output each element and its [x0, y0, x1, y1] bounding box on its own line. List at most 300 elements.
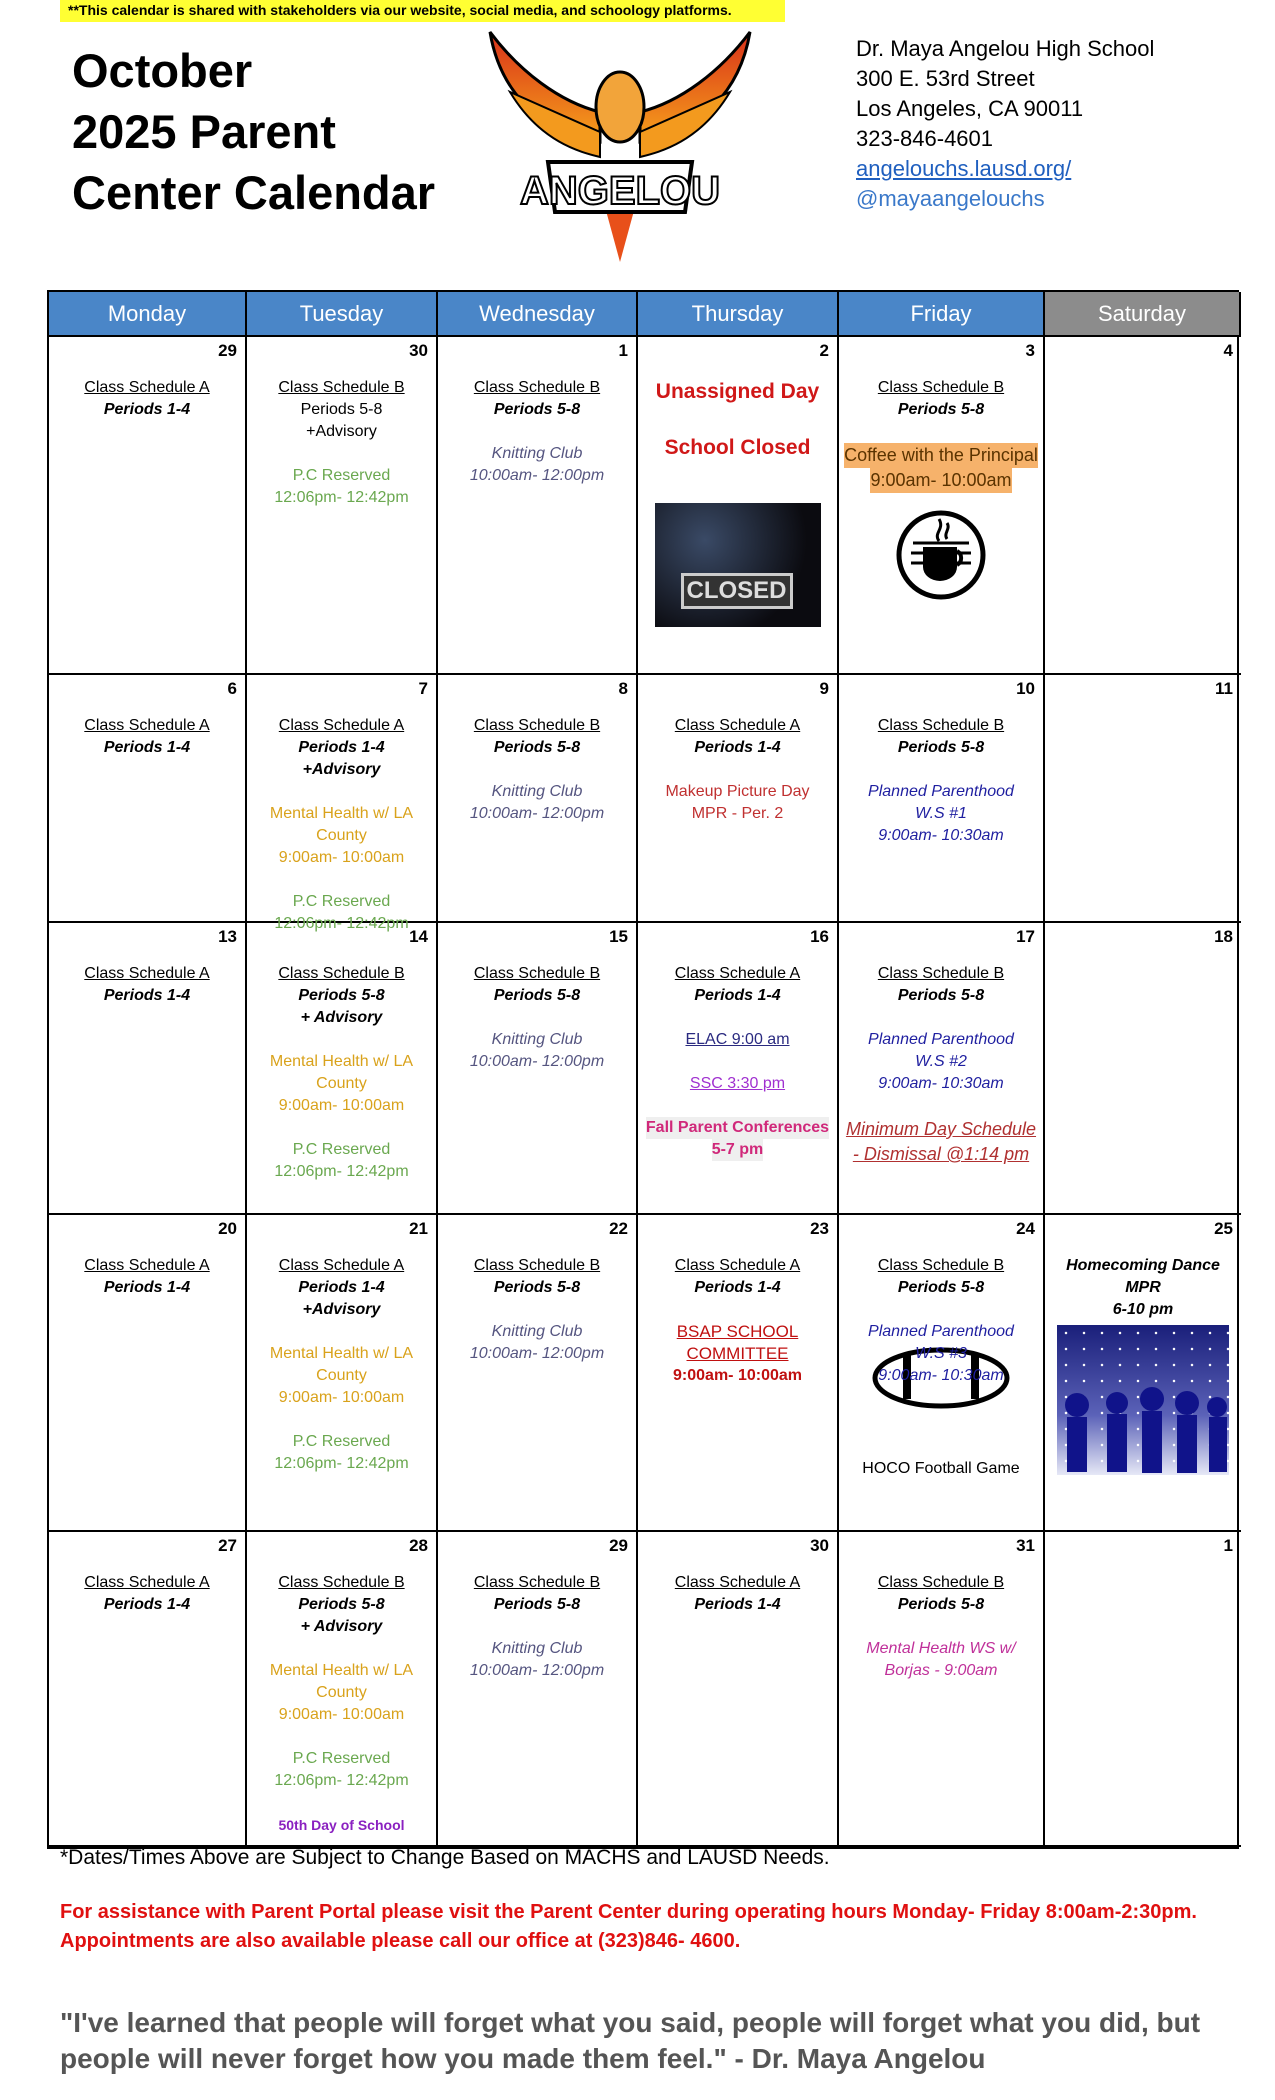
calendar-event — [642, 1117, 833, 1139]
day-cell — [247, 1532, 438, 1847]
maya-angelou-quote: "I've learned that people will forget what you said, people will forget what you did, but people will never forget how you made them feel." - Dr. Maya Angelou — [60, 2007, 1201, 2074]
event-text-ssc: SSC 3:30 pm — [689, 1075, 786, 1092]
event-text-schedule: Class Schedule B — [278, 1574, 405, 1591]
event-text-period: Periods 5-8 — [897, 739, 985, 756]
calendar-event — [642, 1321, 833, 1365]
calendar-event — [1049, 1255, 1237, 1277]
weekday-header-tuesday: Tuesday — [247, 292, 438, 337]
day-number: 28 — [409, 1536, 428, 1555]
calendar-event — [442, 1343, 632, 1365]
calendar-event — [53, 737, 241, 759]
calendar-event — [642, 781, 833, 803]
day-cell — [49, 337, 247, 675]
calendar-event — [442, 465, 632, 487]
event-text-elac: ELAC 9:00 am — [685, 1031, 790, 1048]
event-text-period: +Advisory — [302, 761, 381, 778]
calendar-event — [442, 1572, 632, 1594]
calendar-event — [442, 1638, 632, 1660]
day-number: 29 — [218, 341, 237, 360]
event-text-period: Periods 5-8 — [298, 1596, 385, 1613]
event-text-mh: Mental Health w/ LA County — [269, 1053, 414, 1092]
day-number: 21 — [409, 1219, 428, 1238]
calendar-event — [1049, 1277, 1237, 1299]
event-text-knit: 10:00am- 12:00pm — [469, 1662, 605, 1679]
weekday-header-thursday: Thursday — [638, 292, 839, 337]
calendar-event — [843, 1365, 1039, 1387]
calendar-event — [251, 963, 432, 985]
day-cell — [247, 1215, 438, 1532]
event-text-schedule: Class Schedule A — [84, 1257, 210, 1274]
day-cell — [839, 337, 1045, 675]
event-text-period: +Advisory — [302, 1301, 381, 1318]
event-text-coffee: Coffee with the Principal — [844, 443, 1038, 468]
event-text-minday: Minimum Day Schedule - Dismissal @1:14 pm — [845, 1119, 1037, 1164]
calendar-event — [251, 715, 432, 737]
day-number: 14 — [409, 927, 428, 946]
day-cell — [638, 337, 839, 675]
day-number: 10 — [1016, 679, 1035, 698]
calendar-event — [442, 1660, 632, 1682]
event-text-pp: Planned Parenthood — [868, 783, 1014, 800]
day-number: 22 — [609, 1219, 628, 1238]
day-cell — [839, 1532, 1045, 1847]
parent-portal-assistance: For assistance with Parent Portal please visit the Parent Center during operating hours Monday- Friday 8:00am-2:30pm. Appointments are also available please call our office at (323)846- 4600. — [60, 1901, 1197, 1952]
calendar-event — [642, 1365, 833, 1387]
calendar-event — [843, 377, 1039, 399]
page-title — [72, 40, 472, 223]
title-line: 2025 Parent — [72, 105, 336, 158]
event-text-hoco: HOCO Football Game — [862, 1460, 1020, 1477]
calendar-event — [251, 377, 432, 399]
event-text-pc: P.C Reserved — [292, 467, 391, 484]
weekday-header-friday: Friday — [839, 292, 1045, 337]
event-text-schedule: Class Schedule A — [674, 1257, 801, 1274]
event-text-mh: 9:00am- 10:00am — [278, 849, 405, 866]
event-text-knit: Knitting Club — [491, 783, 583, 800]
day-cell — [839, 923, 1045, 1215]
event-text-period: Periods 5-8 — [897, 1279, 985, 1296]
calendar-event — [442, 781, 632, 803]
event-text-schedule: Class Schedule B — [473, 379, 601, 396]
day-number: 11 — [1215, 679, 1233, 698]
day-cell — [247, 675, 438, 932]
event-text-period: Periods 1-4 — [103, 1279, 191, 1296]
event-text-fall: Fall Parent Conferences — [646, 1117, 829, 1139]
event-text-pp: W.S #3 — [915, 1345, 967, 1362]
closed-sign-image — [655, 503, 821, 627]
calendar-event — [442, 1051, 632, 1073]
calendar-event — [843, 1029, 1039, 1051]
event-text-period: Periods 1-4 — [298, 1279, 385, 1296]
calendar-event — [251, 1704, 432, 1726]
calendar-event — [843, 1073, 1039, 1095]
event-text-pc: P.C Reserved — [292, 893, 391, 910]
event-text-schedule: Class Schedule B — [877, 1574, 1005, 1591]
event-text-schedule: Class Schedule A — [84, 965, 210, 982]
day-number: 6 — [227, 679, 237, 698]
calendar-event — [642, 1029, 833, 1051]
event-text-knit: Knitting Club — [491, 1031, 583, 1048]
calendar-event — [843, 1117, 1039, 1167]
event-text-pc: 12:06pm- 12:42pm — [274, 915, 409, 932]
calendar-event — [251, 421, 432, 443]
event-text-schedule: Class Schedule A — [84, 1574, 210, 1591]
calendar-event — [53, 985, 241, 1007]
calendar-event — [642, 803, 833, 825]
calendar-event — [251, 985, 432, 1007]
event-text-pc: 12:06pm- 12:42pm — [274, 1772, 409, 1789]
calendar-event — [843, 1572, 1039, 1594]
event-text-knit: 10:00am- 12:00pm — [469, 467, 605, 484]
event-text-coffee: 9:00am- 10:00am — [870, 468, 1011, 493]
event-text-fall: 5-7 pm — [712, 1139, 764, 1161]
calendar-event — [642, 1073, 833, 1095]
day-number: 20 — [218, 1219, 237, 1238]
event-text-plain: Periods 5-8 — [300, 401, 383, 418]
calendar-event — [442, 1321, 632, 1343]
day-number: 16 — [810, 927, 829, 946]
day-number: 2 — [819, 341, 829, 360]
event-text-schedule: Class Schedule A — [674, 717, 801, 734]
event-text-period: Periods 1-4 — [694, 1279, 781, 1296]
calendar-event — [843, 1255, 1039, 1277]
calendar-event — [251, 399, 432, 421]
weekday-header-monday: Monday — [49, 292, 247, 337]
coffee-cup-icon — [843, 503, 1039, 604]
day-number: 18 — [1214, 927, 1233, 946]
day-cell — [1045, 675, 1241, 923]
calendar-event — [442, 399, 632, 421]
disclaimer-note: *Dates/Times Above are Subject to Change Based on MACHS and LAUSD Needs. — [60, 1846, 830, 1869]
closed-sign-text: CLOSED — [681, 573, 793, 609]
calendar-event — [53, 715, 241, 737]
calendar-event — [251, 737, 432, 759]
event-text-schedule: Class Schedule B — [473, 717, 601, 734]
calendar-event — [251, 803, 432, 847]
event-text-knit: Knitting Club — [491, 445, 583, 462]
calendar-event — [642, 1139, 833, 1161]
calendar-event — [442, 803, 632, 825]
event-text-knit: Knitting Club — [491, 1640, 583, 1657]
day-number: 30 — [810, 1536, 829, 1555]
calendar-event — [843, 963, 1039, 985]
angelou-phoenix-logo — [480, 32, 760, 262]
event-text-knit: Knitting Club — [491, 1323, 583, 1340]
calendar-event — [642, 1255, 833, 1277]
calendar-event — [251, 1616, 432, 1638]
event-text-pp: Planned Parenthood — [868, 1323, 1014, 1340]
day-number: 1 — [618, 341, 628, 360]
event-text-pc: 12:06pm- 12:42pm — [274, 489, 409, 506]
day-cell — [247, 337, 438, 675]
calendar-event — [843, 1051, 1039, 1073]
event-text-schedule: Class Schedule B — [278, 965, 405, 982]
day-cell — [1045, 1532, 1241, 1847]
day-number: 8 — [618, 679, 628, 698]
calendar-event — [1049, 1299, 1237, 1321]
event-text-knit: 10:00am- 12:00pm — [469, 1345, 605, 1362]
calendar-event — [251, 1770, 432, 1792]
event-text-pp: 9:00am- 10:30am — [878, 1075, 1004, 1092]
event-text-period: Periods 1-4 — [103, 1596, 191, 1613]
calendar-event — [642, 1572, 833, 1594]
day-number: 30 — [409, 341, 428, 360]
day-cell — [438, 337, 638, 675]
event-text-period: Periods 5-8 — [897, 987, 985, 1004]
day-cell — [438, 923, 638, 1215]
calendar-event — [843, 803, 1039, 825]
event-text-pc: P.C Reserved — [292, 1750, 391, 1767]
calendar-event — [53, 377, 241, 399]
calendar-event — [843, 443, 1039, 468]
title-line: Center Calendar — [72, 166, 436, 219]
calendar-event — [442, 1255, 632, 1277]
event-text-schedule: Class Schedule B — [473, 1574, 601, 1591]
website-link[interactable]: angelouchs.lausd.org/ — [856, 156, 1072, 181]
event-text-period: Periods 1-4 — [103, 739, 191, 756]
calendar-event — [442, 737, 632, 759]
calendar-event — [251, 1814, 432, 1836]
day-cell — [638, 675, 839, 923]
event-text-mh: 9:00am- 10:00am — [278, 1097, 405, 1114]
calendar-event — [53, 1572, 241, 1594]
calendar-event — [442, 715, 632, 737]
event-text-pp: Planned Parenthood — [868, 1031, 1014, 1048]
calendar-event — [843, 1343, 1039, 1365]
event-text-schedule: Class Schedule A — [84, 717, 210, 734]
event-text-mh: Mental Health w/ LA County — [269, 1345, 414, 1384]
calendar-event — [843, 985, 1039, 1007]
calendar-event — [843, 1594, 1039, 1616]
event-text-period: Periods 5-8 — [493, 739, 581, 756]
event-text-period: Periods 5-8 — [298, 987, 385, 1004]
event-text-closed: School Closed — [664, 436, 811, 459]
calendar-event — [642, 737, 833, 759]
calendar-event — [251, 465, 432, 487]
day-cell — [49, 675, 247, 923]
weekday-header-wednesday: Wednesday — [438, 292, 638, 337]
event-text-pp: 9:00am- 10:30am — [878, 827, 1004, 844]
day-cell — [438, 1532, 638, 1847]
event-text-fifty: 50th Day of School — [278, 1817, 405, 1833]
day-number: 23 — [810, 1219, 829, 1238]
calendar-event — [251, 1594, 432, 1616]
event-text-mh: Mental Health w/ LA County — [269, 1662, 414, 1701]
calendar-event — [53, 1594, 241, 1616]
calendar-event — [251, 891, 432, 913]
event-text-pic: MPR - Per. 2 — [691, 805, 784, 822]
calendar-event — [251, 1748, 432, 1770]
event-text-pc: P.C Reserved — [292, 1433, 391, 1450]
calendar-event — [251, 1277, 432, 1299]
calendar-event — [442, 1594, 632, 1616]
calendar-event — [642, 985, 833, 1007]
day-cell — [839, 1215, 1045, 1532]
calendar-event — [642, 433, 833, 463]
day-number: 15 — [609, 927, 628, 946]
calendar-event — [442, 985, 632, 1007]
day-cell — [438, 675, 638, 923]
calendar-event — [251, 1453, 432, 1475]
calendar-grid — [47, 290, 1239, 1849]
calendar-event — [251, 1343, 432, 1387]
event-text-closed: Unassigned Day — [655, 380, 820, 403]
calendar-event — [251, 1431, 432, 1453]
day-number: 4 — [1223, 341, 1233, 360]
calendar-event — [251, 1095, 432, 1117]
calendar-event — [442, 963, 632, 985]
homecoming-dancers-image — [1057, 1325, 1229, 1475]
day-cell — [438, 1215, 638, 1532]
day-cell — [1045, 1215, 1241, 1532]
event-text-period: + Advisory — [300, 1009, 383, 1026]
calendar-event — [642, 963, 833, 985]
event-text-period: Periods 5-8 — [493, 1279, 581, 1296]
calendar-event — [442, 443, 632, 465]
day-cell — [638, 1532, 839, 1847]
event-text-knit: 10:00am- 12:00pm — [469, 805, 605, 822]
event-text-dance: Homecoming Dance — [1066, 1257, 1220, 1274]
calendar-event — [843, 1638, 1039, 1682]
day-number: 9 — [819, 679, 829, 698]
calendar-event — [251, 1387, 432, 1409]
calendar-event — [53, 1255, 241, 1277]
event-text-period: Periods 5-8 — [493, 987, 581, 1004]
day-number: 13 — [218, 927, 237, 946]
calendar-event — [251, 1572, 432, 1594]
event-text-schedule: Class Schedule A — [674, 965, 801, 982]
calendar-event — [53, 399, 241, 421]
calendar-event — [442, 1277, 632, 1299]
calendar-event — [251, 1161, 432, 1183]
calendar-event — [843, 781, 1039, 803]
share-notice-banner: **This calendar is shared with stakeholders via our website, social media, and schoology platforms. — [60, 0, 785, 22]
calendar-event — [843, 1277, 1039, 1299]
calendar-event — [251, 1299, 432, 1321]
day-cell — [49, 1532, 247, 1847]
event-text-schedule: Class Schedule A — [278, 1257, 405, 1274]
event-text-period: Periods 1-4 — [694, 739, 781, 756]
event-text-schedule: Class Schedule B — [473, 1257, 601, 1274]
social-handle: @mayaangelouchs — [856, 186, 1045, 211]
event-text-period: Periods 5-8 — [493, 1596, 581, 1613]
event-text-schedule: Class Schedule B — [877, 965, 1005, 982]
calendar-event — [843, 468, 1039, 493]
school-phone: 323-846-4601 — [856, 126, 994, 151]
calendar-event — [251, 1255, 432, 1277]
event-text-dance: MPR — [1125, 1279, 1161, 1296]
calendar-event — [53, 1277, 241, 1299]
event-text-period: Periods 1-4 — [298, 739, 385, 756]
calendar-event — [843, 1321, 1039, 1343]
calendar-event — [843, 399, 1039, 421]
school-city: Los Angeles, CA 90011 — [856, 96, 1084, 121]
calendar-event — [642, 377, 833, 407]
event-text-bsap: BSAP SCHOOL COMMITTEE — [676, 1322, 799, 1363]
calendar-event — [442, 377, 632, 399]
day-cell — [1045, 923, 1241, 1215]
weekday-header-saturday: Saturday — [1045, 292, 1241, 337]
day-cell — [247, 923, 438, 1215]
event-text-pp: W.S #2 — [915, 1053, 967, 1070]
event-text-mh: 9:00am- 10:00am — [278, 1706, 405, 1723]
day-cell — [49, 923, 247, 1215]
event-text-mh: Mental Health w/ LA County — [269, 805, 414, 844]
event-text-pc: 12:06pm- 12:42pm — [274, 1455, 409, 1472]
day-cell — [1045, 337, 1241, 675]
event-text-schedule: Class Schedule B — [278, 379, 405, 396]
calendar-event — [251, 847, 432, 869]
event-text-period: Periods 1-4 — [103, 401, 191, 418]
calendar-event — [53, 963, 241, 985]
school-name: Dr. Maya Angelou High School — [856, 36, 1155, 61]
calendar-event — [843, 715, 1039, 737]
event-text-schedule: Class Schedule B — [877, 1257, 1005, 1274]
day-number: 31 — [1016, 1536, 1035, 1555]
day-number: 7 — [418, 679, 428, 698]
calendar-event — [251, 487, 432, 509]
calendar-event — [251, 759, 432, 781]
event-text-dance: 6-10 pm — [1112, 1301, 1174, 1318]
event-text-knit: 10:00am- 12:00pm — [469, 1053, 605, 1070]
event-text-mh: 9:00am- 10:00am — [278, 1389, 405, 1406]
event-text-period: + Advisory — [300, 1618, 383, 1635]
calendar-event — [642, 715, 833, 737]
logo-text: ANGELOU — [520, 169, 720, 213]
day-number: 17 — [1016, 927, 1035, 946]
event-text-pic: Makeup Picture Day — [665, 783, 810, 800]
event-text-bsapt: 9:00am- 10:00am — [673, 1367, 802, 1384]
calendar-event — [251, 1007, 432, 1029]
event-text-schedule: Class Schedule B — [473, 965, 601, 982]
day-number: 29 — [609, 1536, 628, 1555]
day-number: 27 — [218, 1536, 237, 1555]
event-text-pc: 12:06pm- 12:42pm — [274, 1163, 409, 1180]
event-text-schedule: Class Schedule B — [877, 379, 1005, 396]
event-text-period: Periods 5-8 — [897, 401, 985, 418]
calendar-event — [642, 1277, 833, 1299]
calendar-event — [251, 1139, 432, 1161]
event-text-period: Periods 1-4 — [694, 1596, 781, 1613]
event-text-pp: W.S #1 — [915, 805, 967, 822]
event-text-schedule: Class Schedule B — [877, 717, 1005, 734]
calendar-event — [642, 1594, 833, 1616]
calendar-event — [251, 1051, 432, 1095]
school-contact-block — [856, 34, 1154, 214]
calendar-event — [843, 825, 1039, 847]
title-line: October — [72, 44, 253, 97]
event-text-pp: 9:00am- 10:30am — [878, 1367, 1004, 1384]
event-text-period: Periods 1-4 — [103, 987, 191, 1004]
day-number: 24 — [1016, 1219, 1035, 1238]
day-cell — [839, 675, 1045, 923]
day-cell — [638, 1215, 839, 1532]
event-text-period: Periods 1-4 — [694, 987, 781, 1004]
day-number: 25 — [1214, 1219, 1233, 1238]
day-number: 3 — [1025, 341, 1035, 360]
event-text-period: Periods 5-8 — [493, 401, 581, 418]
day-number: 1 — [1223, 1536, 1233, 1555]
day-cell — [49, 1215, 247, 1532]
event-text-schedule: Class Schedule A — [84, 379, 210, 396]
event-text-plain: +Advisory — [306, 423, 377, 440]
event-text-schedule: Class Schedule A — [278, 717, 405, 734]
calendar-event — [251, 1660, 432, 1704]
day-cell — [638, 923, 839, 1215]
event-text-mhw: Mental Health WS w/ Borjas - 9:00am — [866, 1640, 1016, 1679]
event-text-schedule: Class Schedule A — [674, 1574, 801, 1591]
event-text-pc: P.C Reserved — [292, 1141, 391, 1158]
